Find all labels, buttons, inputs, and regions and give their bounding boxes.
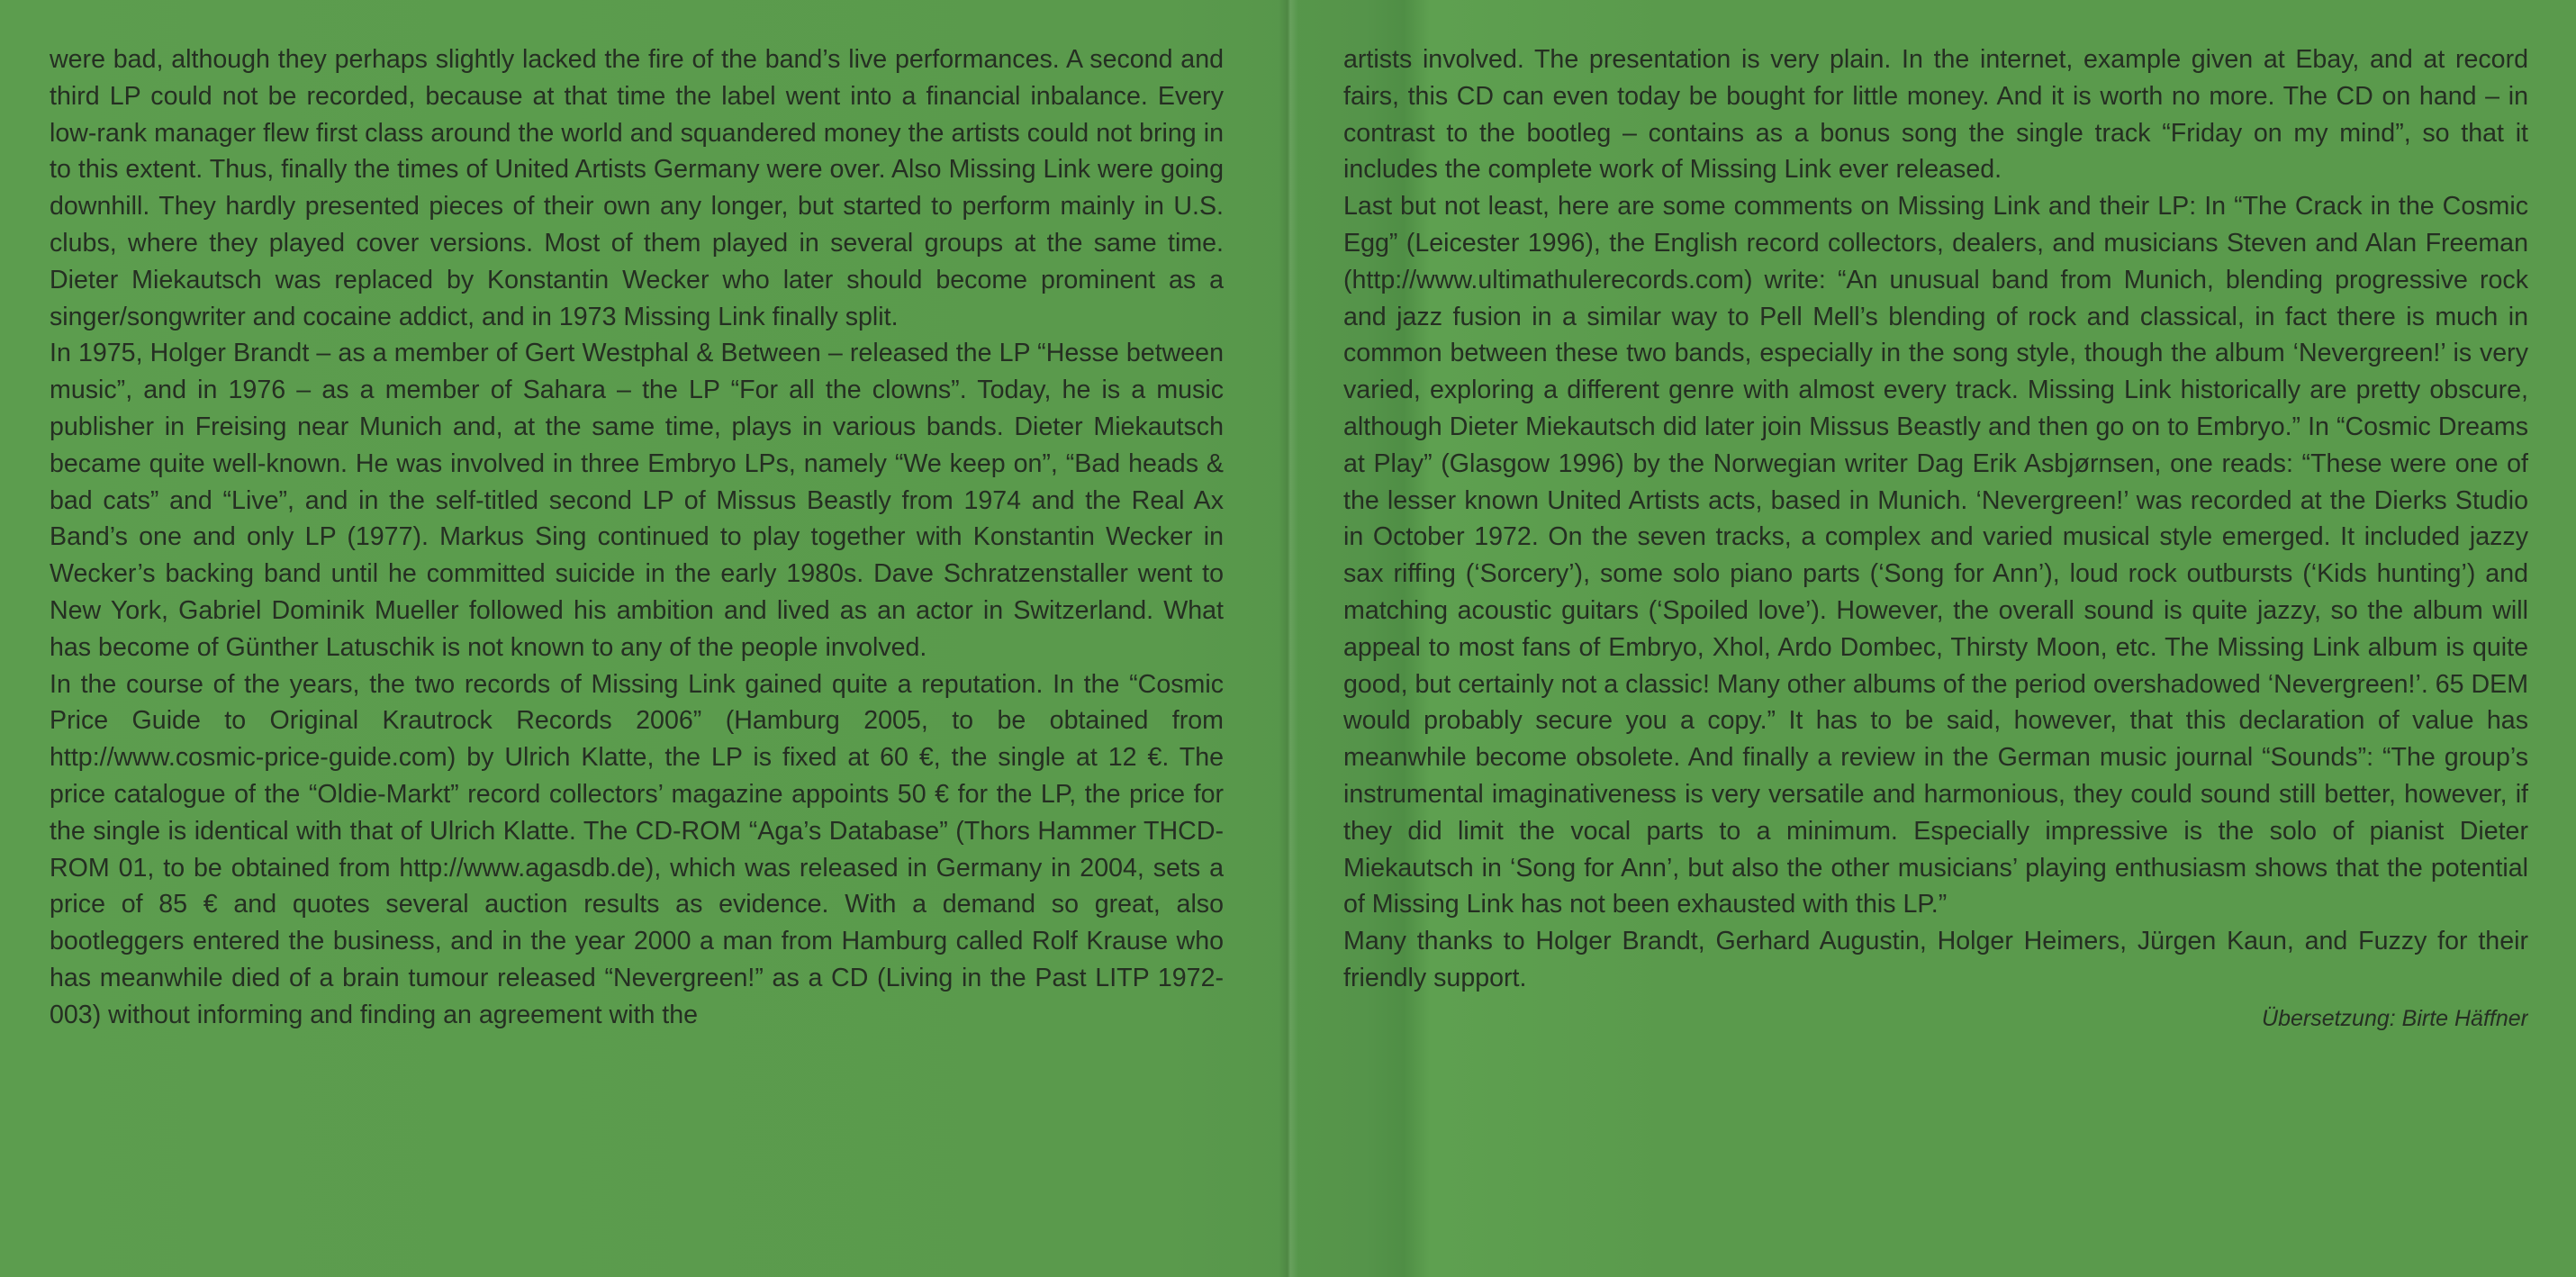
- left-page: [50, 41, 1224, 1257]
- right-paragraph-1: artists involved. The presentation is very plain. In the internet, example given at Ebay, and at record fairs, this CD can even today be bought for little money. And it is worth no more. The CD on hand – in contrast to the bootleg – contains as a bonus song the single track “Friday on my mind”, so that it includes the complete work of Missing Link ever released.: [1343, 45, 2528, 185]
- left-paragraph-3: In the course of the years, the two records of Missing Link gained quite a reputation. In the “Cosmic Price Guide to Original Krautrock Records 2006” (Hamburg 2005, to be obtained from http://www.cosmic-price-guide.com) by Ulrich Klatte, the LP is fixed at 60 €, the single at 12 €. The price catalogue of the “Oldie-Markt” record collectors’ magazine appoints 50 € for the LP, the price for the single is identical with that of Ulrich Klatte. The CD-ROM “Aga’s Database” (Thors Hammer THCD-ROM 01, to be obtained from http://www.agasdb.de), which was released in Germany in 2004, sets a price of 85 € and quotes several auction results as evidence. With a demand so great, also bootleggers entered the business, and in the year 2000 a man from Hamburg called Rolf Krause who has meanwhile died of a brain tumour released “Nevergreen!” as a CD (Living in the Past LITP 1972-003) without informing and finding an agreement with the: [50, 669, 1224, 1029]
- translation-credit: Übersetzung: Birte Häffner: [2262, 1005, 2528, 1031]
- left-paragraph-2: In 1975, Holger Brandt – as a member of Gert Westphal & Between – released the LP “Hesse between music”, and in 1976 – as a member of Sahara – the LP “For all the clowns”. Today, he is a music publisher in Freising near Munich and, at the same time, plays in various bands. Dieter Miekautsch became quite well-known. He was involved in three Embryo LPs, namely “We keep on”, “Bad heads & bad cats” and “Live”, and in the self-titled second LP of Missus Beastly from 1974 and the Real Ax Band’s one and only LP (1977). Markus Sing continued to play together with Konstantin Wecker in Wecker’s backing band until he committed suicide in the early 1980s. Dave Schratzenstaller went to New York, Gabriel Dominik Mueller followed his ambition and lived as an actor in Switzerland. What has become of Günther Latuschik is not known to any of the people involved.: [50, 339, 1224, 662]
- right-paragraph-3: Many thanks to Holger Brandt, Gerhard Augustin, Holger Heimers, Jürgen Kaun, and Fuzzy for their friendly support.: [1343, 927, 2528, 992]
- right-page: [1343, 41, 2528, 1257]
- right-paragraph-2: Last but not least, here are some comments on Missing Link and their LP: In “The Crack in the Cosmic Egg” (Leicester 1996), the English record collectors, dealers, and musicians Steven and Alan Freeman (http://www.ultimathulerecords.com) write: “An unusual band from Munich, blending progressive rock and jazz fusion in a similar way to Pell Mell’s blending of rock and classical, in fact there is much in common between these two bands, especially in the song style, though the album ‘Nevergreen!’ is very varied, exploring a different genre with almost every track. Missing Link historically are pretty obscure, although Dieter Miekautsch did later join Missus Beastly and then go on to Embryo.” In “Cosmic Dreams at Play” (Glasgow 1996) by the Norwegian writer Dag Erik Asbjørnsen, one reads: “These were one of the lesser known United Artists acts, based in Munich. ‘Nevergreen!’ was recorded at the Dierks Studio in October 1972. On the seven tracks, a complex and varied musical style emerged. It included jazzy sax riffing (‘Sorcery’), some solo piano parts (‘Song for Ann’), loud rock outbursts (‘Kids hunting’) and matching acoustic guitars (‘Spoiled love’). However, the overall sound is quite jazzy, so the album will appeal to most fans of Embryo, Xhol, Ardo Dombec, Thirsty Moon, etc. The Missing Link album is quite good, but certainly not a classic! Many other albums of the period overshadowed ‘Nevergreen!’. 65 DEM would probably secure you a copy.” It has to be said, however, that this declaration of value has meanwhile become obsolete. And finally a review in the German music journal “Sounds”: “The group’s instrumental imaginativeness is very versatile and harmonious, they could sound still better, however, if they did limit the vocal parts to a minimum. Especially impressive is the solo of pianist Dieter Miekautsch in ‘Song for Ann’, but also the other musicians’ playing enthusiasm shows that the potential of Missing Link has not been exhausted with this LP.”: [1343, 192, 2528, 919]
- left-paragraph-1: were bad, although they perhaps slightly lacked the fire of the band’s live performances. A second and third LP could not be recorded, because at that time the label went into a financial inbalance. Every low-rank manager flew first class around the world and squandered money the artists could not bring in to this extent. Thus, finally the times of United Artists Germany were over. Also Missing Link were going downhill. They hardly presented pieces of their own any longer, but started to perform mainly in U.S. clubs, where they played cover versions. Most of them played in several groups at the same time. Dieter Miekautsch was replaced by Konstantin Wecker who later should become prominent as a singer/songwriter and cocaine addict, and in 1973 Missing Link finally split.: [50, 45, 1224, 331]
- booklet-fold: [1279, 0, 1298, 1277]
